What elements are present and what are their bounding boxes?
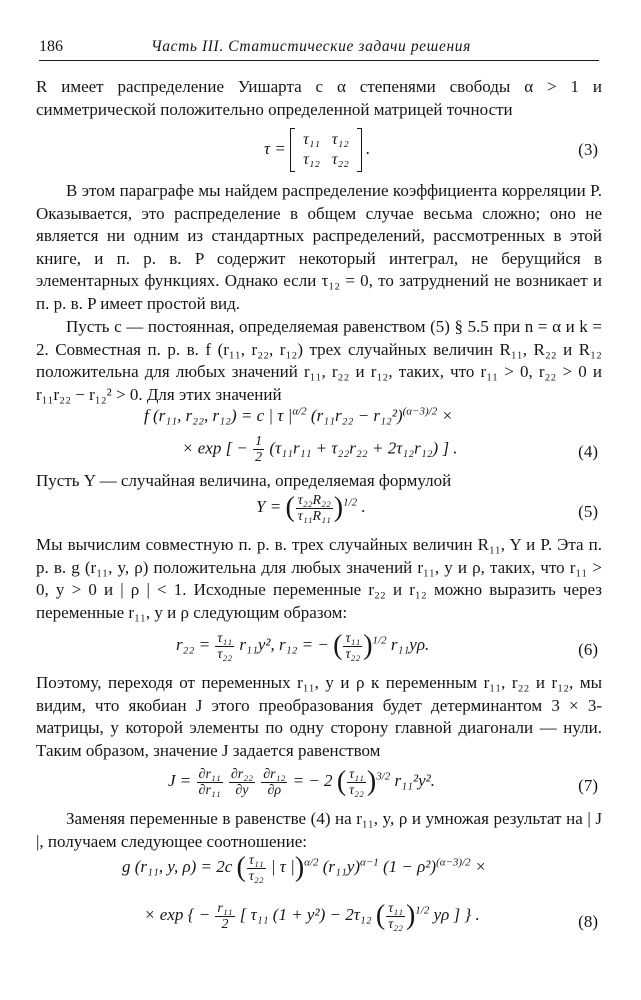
eq6-number: (6) (578, 640, 598, 659)
eq6-fraction-1 (215, 631, 234, 662)
eq8-l2-mid: [ τ₁₁ (1 + y²) − 2τ₁₂ (239, 904, 372, 924)
eq8-fraction-2 (215, 901, 234, 932)
eq5-exp: 1/2 (343, 496, 358, 509)
eq7-f3-num: ∂r₁₂ (263, 766, 286, 782)
eq7-f2-num: ∂r₂₂ (230, 766, 253, 782)
eq4-l1-mid: (r₁₁r₂₂ − r₁₂²) (306, 406, 403, 425)
eq8-f2-num: r₁₁ (217, 900, 233, 916)
eq3-m12: τ₁₂ (331, 131, 349, 148)
eq7-mid: = − 2 (292, 770, 333, 790)
equation-3 (36, 124, 602, 176)
eq7-fraction-3 (261, 767, 287, 798)
page-number: 186 (39, 38, 63, 55)
eq4-l1-exp2: (α−3)/2 (402, 405, 438, 418)
paragraph-3: Пусть c — постоянная, определяемая равенством (5) § 5.5 при n = α и k = 2. Совместная п. р. в. f (r₁₁, r₂₂, r₁₂) трех случайных величин R₁₁, R₂₂ и R₁₂ положительна для любых значений r₁₁, r₂₂ и r₁₂, таких, что r₁₁ > 0, r₂₂ > 0 и r₁₁r₂₂ − r₁₂² > 0. Для этих значений (36, 317, 602, 404)
eq4-number: (4) (578, 442, 598, 461)
eq3-m22: τ₂₂ (331, 151, 349, 168)
page-header (39, 36, 599, 61)
paragraph-4: Пусть Y — случайная величина, определяемая формулой (36, 471, 452, 490)
eq3-tail: . (366, 138, 371, 158)
paragraph-5: Мы вычислим совместную п. р. в. трех случайных величин R₁₁, Y и P. Эта п. р. в. g (r₁₁, y, ρ) положительна для любых значений r₁₁, y и ρ, таких, что r₁₁ > 0, y > 0 и | ρ | < 1. Исходные переменные r₂₂ и r₁₂ можно выразить через переменные r₁₁, y и ρ следующим образом: (36, 535, 602, 622)
eq6-tail: r₁₁yρ. (390, 634, 430, 654)
eq4-frac-den: 2 (255, 450, 263, 465)
eq8-l1-mid: | τ | (270, 856, 295, 876)
eq7-f1-num: ∂r₁₁ (198, 766, 221, 782)
eq4-l1-end: × (437, 406, 453, 425)
eq6-lhs: r₂₂ = (176, 634, 211, 654)
equation-7: J = $\frac{\text{∂r₁₁}}{\text{∂r₁₁}}$ $\frac{\text{∂r₂₂}}{\partial y}$ $\frac{\text{∂r₁₂}}{\partial\rho}$ = − 2 ( $\frac{\text{τ₁₁}}{\text{τ₂₂}}$ )$^{3/2}$ r₁₁²y². (7) (168, 766, 598, 798)
eq3-lhs: τ = (264, 138, 286, 158)
eq5-tail: . (361, 496, 366, 516)
eq3-m11: τ₁₁ (303, 131, 320, 148)
eq8-f3-num: τ₁₁ (388, 900, 403, 916)
eq7-f1-den: ∂r₁₁ (198, 782, 221, 798)
equation-4-line-2 (36, 430, 602, 470)
eq7-f4-den: τ₂₂ (349, 782, 364, 798)
equation-5: Y = ( $\frac{\text{τ₂₂R₂₂}}{\text{τ₁₁R₁₁}}$ )$^{1/2}$ . (5) (256, 492, 598, 524)
equation-8-line-2: × exp { − $\frac{\text{r₁₁}}{2}$ [ τ₁₁ (1 + y²) − 2τ₁₂ ( $\frac{\text{τ₁₁}}{\text{τ₂₂}}$ )$^{1/2}$ yρ ] } . (8) (144, 900, 598, 932)
eq5-number: (5) (578, 502, 598, 521)
eq3-matrix (290, 128, 362, 172)
eq7-exp: 3/2 (376, 770, 391, 783)
eq5-lhs: Y = (256, 496, 282, 516)
eq7-number: (7) (578, 776, 598, 795)
paragraph-7: Заменяя переменные в равенстве (4) на r₁₁, y, ρ и умножая результат на | J |, получаем следующее соотношение: (36, 809, 602, 851)
eq6-fraction-2 (343, 631, 362, 662)
eq7-f2-den: ∂y (235, 782, 249, 798)
equation-6: r₂₂ = $\frac{\text{τ₁₁}}{\text{τ₂₂}}$ r₁₁y², r₁₂ = − ( $\frac{\text{τ₁₁}}{\text{τ₂₂}}$ )$^{1/2}$ r₁₁yρ. (6) (176, 630, 598, 662)
eq8-l1-end: × (470, 856, 487, 876)
equation-8-line-1: g (r₁₁, y, ρ) = 2c ( $\frac{\text{τ₁₁}}{\text{τ₂₂}}$ | τ |)$^{\alpha/2}$ $(r_{11}y)^{\alpha-1}$ $(1 - \rho^2)^{(\alpha-3)/2}$ × (122, 852, 487, 884)
eq8-fraction-1 (247, 853, 266, 884)
eq8-exp2: α−1 (360, 856, 379, 869)
eq4-frac-num: 1 (255, 434, 263, 449)
eq7-f4-num: τ₁₁ (349, 766, 364, 782)
eq6-f2-num: τ₁₁ (345, 630, 361, 646)
paragraph-2: В этом параграфе мы найдем распределение коэффициента корреляции P. Оказывается, это распределение в общем случае весьма сложно; оно не является ни одним из стандартных распределений, рассмотренных в этой книге, и п. р. в. P содержит некоторый интеграл, не берущийся в элементарных функциях. Однако если τ₁₂ = 0, то затруднений не возникает и п. р. в. P имеет простой вид. (36, 181, 602, 313)
eq4-l1-exp1: α/2 (292, 405, 307, 418)
eq8-l1-start: g (r₁₁, y, ρ) = 2c (122, 856, 233, 876)
eq8-f3-den: τ₂₂ (388, 916, 403, 932)
eq4-half-fraction (253, 434, 264, 465)
eq8-l2-end: yρ ] } . (433, 904, 480, 924)
eq8-l2-start: × exp { − (144, 904, 211, 924)
eq4-l1-a: f (r₁₁, r₂₂, r₁₂) = c | τ | (144, 406, 293, 425)
eq8-number: (8) (578, 912, 598, 931)
eq4-l2-end: (τ₁₁r₁₁ + τ₂₂r₂₂ + 2τ₁₂r₁₂) ] . (269, 438, 458, 458)
eq8-fraction-3 (386, 901, 405, 932)
eq3-m21: τ₁₂ (303, 151, 320, 168)
eq7-lhs: J = (168, 770, 192, 790)
eq5-fraction (296, 493, 333, 524)
eq6-f1-den: τ₂₂ (217, 646, 233, 662)
eq6-mid: r₁₁y², r₁₂ = − (239, 634, 329, 654)
eq6-f1-num: τ₁₁ (217, 630, 233, 646)
eq8-f1-den: τ₂₂ (248, 868, 264, 884)
running-title: Часть III. Статистические задачи решения (151, 38, 471, 55)
eq8-l1-mid3: (1 − ρ²) (378, 856, 437, 876)
paragraph-6: Поэтому, переходя от переменных r₁₁, y и ρ к переменным r₁₁, r₂₂ и r₁₂, мы видим, что якобиан J этого преобразования будет детерминантом 3 × 3-матрицы, у которой элементы по одну сторону главной диагонали — нули. Таким образом, значение J задается равенством (36, 673, 602, 760)
eq7-fraction-4 (347, 767, 366, 798)
eq4-l2-start: × exp [ − (182, 438, 248, 458)
eq8-exp1: α/2 (304, 856, 319, 869)
eq8-f2-den: 2 (221, 916, 229, 932)
eq6-f2-den: τ₂₂ (345, 646, 361, 662)
eq5-frac-num: τ₂₂R₂₂ (297, 492, 331, 508)
eq7-fraction-1 (197, 767, 223, 798)
eq8-exp3: (α−3)/2 (436, 856, 471, 869)
paragraph-1: R имеет распределение Уишарта с α степенями свободы α > 1 и симметрической положительно определенной матрицей точности (36, 77, 602, 119)
eq8-f1-num: τ₁₁ (248, 852, 264, 868)
eq8-l1-mid2: (r₁₁y) (318, 856, 361, 876)
eq3-number: (3) (578, 140, 598, 159)
eq7-f3-den: ∂ρ (267, 782, 282, 798)
eq8-l2-exp: 1/2 (415, 904, 430, 917)
eq7-tail: r₁₁²y². (394, 770, 435, 790)
eq7-fraction-2 (229, 767, 255, 798)
eq5-frac-den: τ₁₁R₁₁ (297, 508, 331, 524)
eq6-exp: 1/2 (372, 634, 387, 647)
